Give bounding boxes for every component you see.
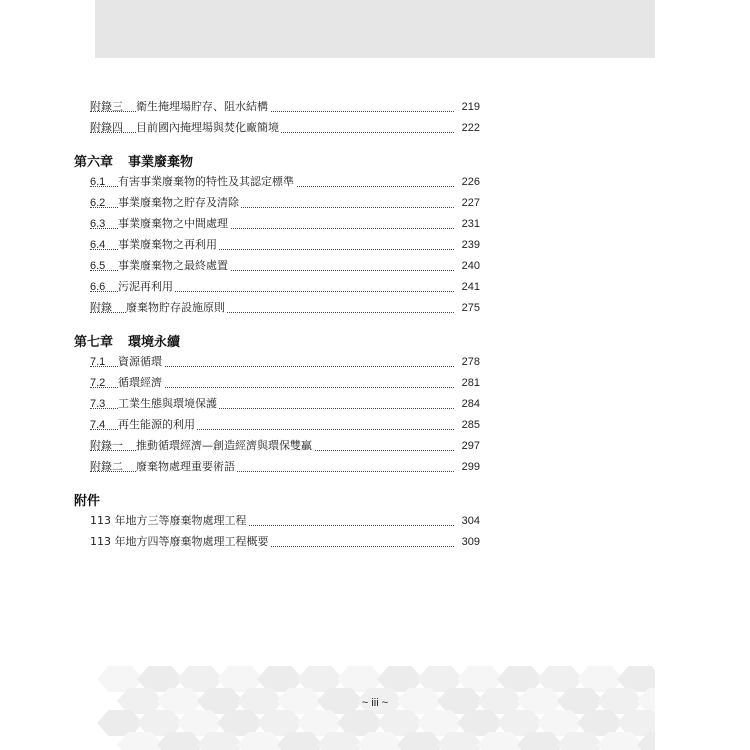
entry-title: 事業廢棄物之再利用 (118, 238, 217, 251)
chapter-heading (74, 327, 480, 351)
entry-title: 廢棄物處理重要術語 (136, 460, 235, 473)
toc-entry[interactable] (80, 117, 480, 138)
entry-page-number: 299 (454, 460, 480, 474)
entry-page-number: 275 (454, 301, 480, 315)
entry-number: 6.1 (90, 176, 106, 188)
toc-entry[interactable] (80, 276, 480, 297)
entry-page-number: 219 (454, 100, 480, 114)
entry-page-number: 285 (454, 418, 480, 432)
entry-page-number: 231 (454, 217, 480, 231)
entry-number: 附錄二 (90, 461, 123, 473)
entry-title: 衛生掩埋場貯存、阻水結構 (136, 100, 268, 113)
entry-page-number: 304 (454, 514, 480, 528)
entry-page-number: 241 (454, 280, 480, 294)
header-band (95, 0, 655, 58)
chapter-title: 事業廢棄物 (128, 155, 194, 170)
entry-title: 再生能源的利用 (118, 418, 195, 431)
entry-title: 113 年地方三等廢棄物處理工程 (90, 514, 247, 527)
toc-entry[interactable] (80, 510, 480, 531)
entry-page-number: 240 (454, 259, 480, 273)
entry-number: 7.4 (90, 419, 106, 431)
entry-page-number: 239 (454, 238, 480, 252)
toc-entry[interactable] (80, 192, 480, 213)
entry-page-number: 222 (454, 121, 480, 135)
chapter-title: 環境永續 (128, 335, 181, 350)
toc-entry[interactable] (80, 96, 480, 117)
entry-title: 事業廢棄物之貯存及清除 (118, 196, 239, 209)
entry-number: 6.3 (90, 218, 106, 230)
entry-title: 113 年地方四等廢棄物處理工程概要 (90, 535, 269, 548)
toc-entry[interactable] (80, 393, 480, 414)
toc-entry[interactable] (80, 531, 480, 552)
chapter-number: 第七章 (74, 335, 114, 350)
entry-page-number: 309 (454, 535, 480, 549)
entry-number: 7.1 (90, 356, 106, 368)
entry-page-number: 226 (454, 175, 480, 189)
entry-number: 附錄一 (90, 440, 123, 452)
entry-page-number: 297 (454, 439, 480, 453)
page-number: ~ iii ~ (361, 697, 389, 709)
toc-entry[interactable] (80, 351, 480, 372)
entry-title: 廢棄物貯存設施原則 (126, 301, 225, 314)
entry-page-number: 278 (454, 355, 480, 369)
entry-number: 附錄三 (90, 101, 123, 113)
toc-entry[interactable] (80, 297, 480, 318)
table-of-contents (74, 96, 480, 552)
toc-entry[interactable] (80, 255, 480, 276)
entry-page-number: 227 (454, 196, 480, 210)
entry-title: 事業廢棄物之最終處置 (118, 259, 228, 272)
entry-number: 附錄四 (90, 122, 123, 134)
entry-number: 6.4 (90, 239, 106, 251)
toc-entry[interactable] (80, 372, 480, 393)
toc-entry[interactable] (80, 435, 480, 456)
entry-title: 事業廢棄物之中間處理 (118, 217, 228, 230)
entry-title: 循環經濟 (118, 376, 162, 389)
entry-title: 資源循環 (118, 355, 162, 368)
toc-entry[interactable] (80, 171, 480, 192)
chapter-number: 第六章 (74, 155, 114, 170)
entry-number: 6.5 (90, 260, 106, 272)
toc-entry[interactable] (80, 234, 480, 255)
entry-page-number: 284 (454, 397, 480, 411)
appendix-title: 附件 (74, 494, 101, 509)
entry-number: 6.6 (90, 281, 106, 293)
entry-title: 工業生態與環境保護 (118, 397, 217, 410)
entry-number: 附錄 (90, 302, 112, 314)
entry-number: 7.2 (90, 377, 106, 389)
entry-title: 推動循環經濟—創造經濟與環保雙贏 (136, 439, 312, 452)
appendix-heading (74, 486, 480, 510)
toc-entry[interactable] (80, 456, 480, 477)
chapter-heading (74, 147, 480, 171)
entry-title: 目前國內掩埋場與焚化廠簡境 (136, 121, 279, 134)
entry-number: 7.3 (90, 398, 106, 410)
toc-entry[interactable] (80, 414, 480, 435)
entry-page-number: 281 (454, 376, 480, 390)
toc-entry[interactable] (80, 213, 480, 234)
entry-title: 污泥再利用 (118, 280, 173, 293)
entry-number: 6.2 (90, 197, 106, 209)
entry-title: 有害事業廢棄物的特性及其認定標準 (118, 175, 294, 188)
